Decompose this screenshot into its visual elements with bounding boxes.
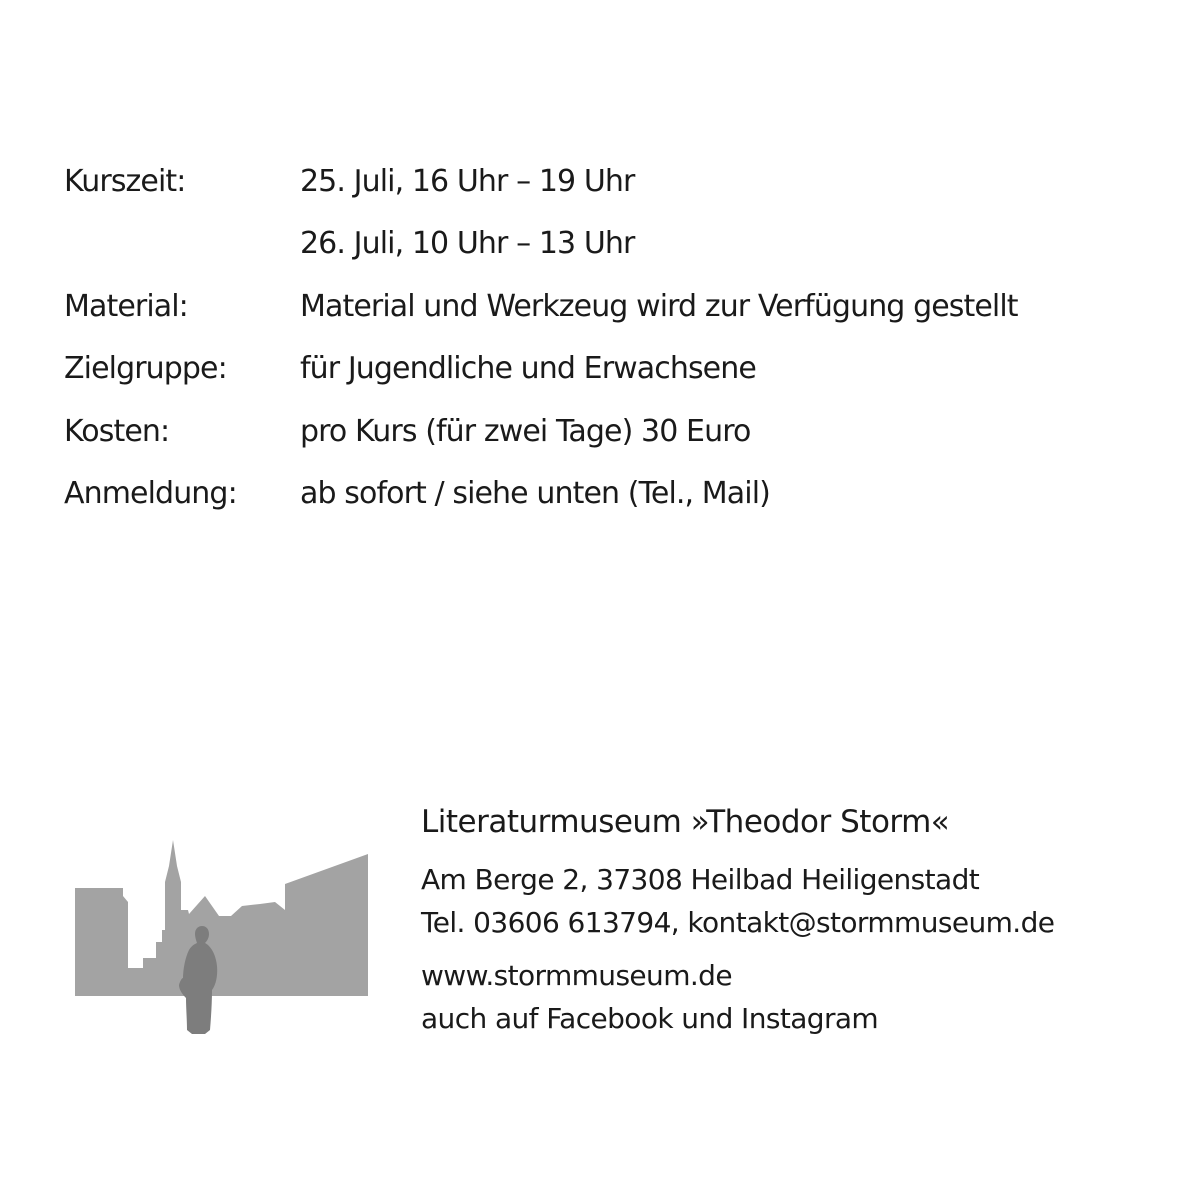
detail-value: Material und Werkzeug wird zur Verfügung gestellt — [300, 288, 1018, 324]
detail-label: Anmeldung: — [64, 476, 237, 512]
social-media-note: auch auf Facebook und Instagram — [421, 1002, 879, 1035]
street-address: Am Berge 2, 37308 Heilbad Heiligenstadt — [421, 863, 980, 896]
detail-value: 26. Juli, 10 Uhr – 13 Uhr — [300, 226, 635, 262]
detail-label: Kurszeit: — [64, 163, 186, 199]
course-details — [64, 150, 1018, 525]
detail-value: pro Kurs (für zwei Tage) 30 Euro — [300, 413, 751, 449]
museum-contact — [421, 800, 1054, 1040]
town-silhouette-with-storm-figure-icon — [75, 838, 368, 1036]
detail-value: ab sofort / siehe unten (Tel., Mail) — [300, 476, 770, 512]
detail-row-kurszeit — [64, 150, 1018, 213]
detail-row-anmeldung — [64, 463, 1018, 526]
detail-row-material — [64, 275, 1018, 338]
detail-label: Zielgruppe: — [64, 351, 227, 387]
museum-name: Literaturmuseum »Theodor Storm« — [421, 804, 950, 840]
detail-row-kurszeit-2 — [64, 213, 1018, 276]
phone-and-email: Tel. 03606 613794, kontakt@stormmuseum.de — [421, 906, 1055, 939]
detail-label: Material: — [64, 288, 188, 324]
website-link[interactable]: www.stormmuseum.de — [421, 959, 732, 992]
detail-value: 25. Juli, 16 Uhr – 19 Uhr — [300, 163, 635, 199]
detail-row-kosten — [64, 400, 1018, 463]
detail-label: Kosten: — [64, 413, 170, 449]
detail-value: für Jugendliche und Erwachsene — [300, 351, 756, 387]
detail-row-zielgruppe — [64, 338, 1018, 401]
spacer — [421, 944, 1054, 954]
